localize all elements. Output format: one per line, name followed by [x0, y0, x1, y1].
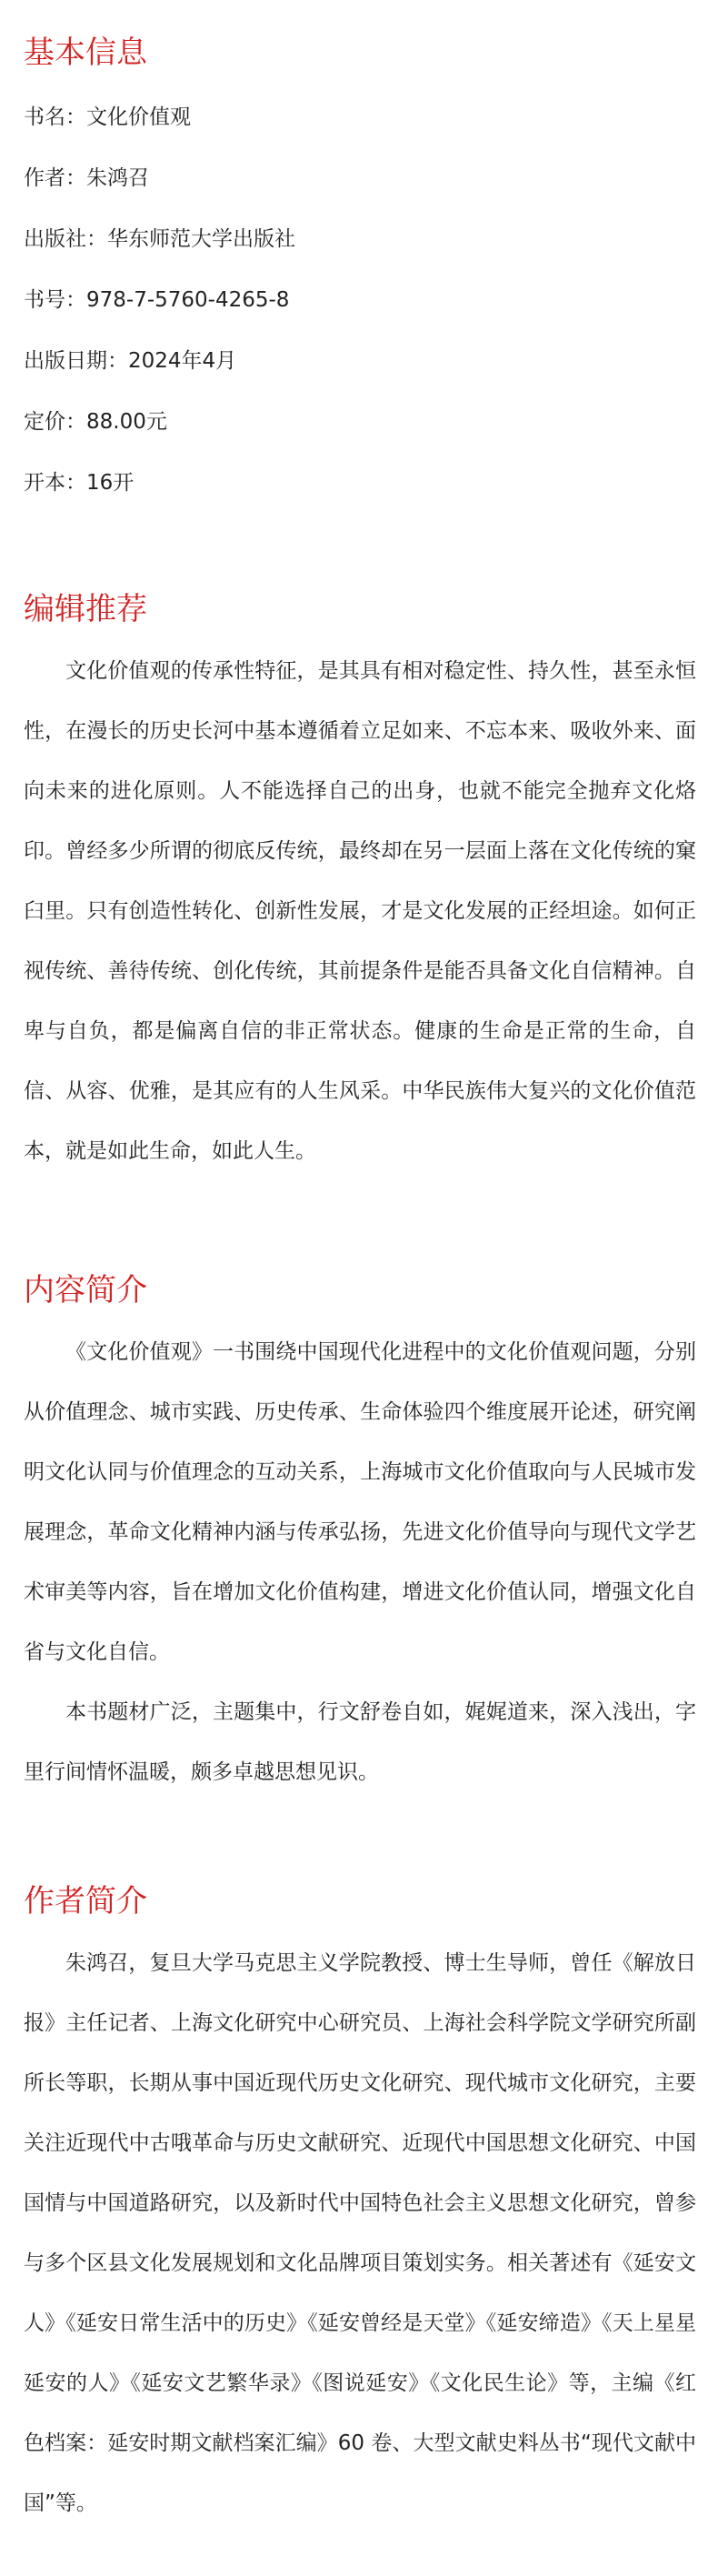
info-publisher: 出版社：华东师范大学出版社: [24, 227, 295, 251]
info-author: 作者：朱鸿召: [24, 166, 149, 190]
editor-recommendation-paragraph: 文化价值观的传承性特征，是其具有相对稳定性、持久性，甚至永恒性，在漫长的历史长河中基本遵循着立足如来、不忘本来、吸收外来、面向未来的进化原则。人不能选择自己的出身，也就不能完全抛弃文化烙印。曾经多少所谓的彻底反传统，最终却在另一层面上落在文化传统的窠臼里。只有创造性转化、创新性发展，才是文化发展的正经坦途。如何正视传统、善待传统、创化传统，其前提条件是能否具备文化自信精神。自卑与自负，都是偏离自信的非正常状态。健康的生命是正常的生命，自信、从容、优雅，是其应有的人生风采。中华民族伟大复兴的文化价值范本，就是如此生命，如此人生。: [24, 659, 696, 1163]
info-format: 开本：16开: [24, 471, 135, 495]
editor-recommendation-heading: 编辑推荐: [24, 591, 147, 627]
info-book-title: 书名：文化价值观: [24, 105, 191, 129]
author-intro-paragraph: 朱鸿召，复旦大学马克思主义学院教授、博士生导师，曾任《解放日报》主任记者、上海文化研究中心研究员、上海社会科学院文学研究所副所长等职，长期从事中国近现代历史文化研究、现代城市文化研究，主要关注近现代中古哦革命与历史文献研究、近现代中国思想文化研究、中国国情与中国道路研究，以及新时代中国特色社会主义思想文化研究，曾参与多个区县文化发展规划和文化品牌项目策划实务。相关著述有《延安文人》《延安日常生活中的历史》《延安曾经是天堂》《延安缔造》《天上星星延安的人》《延安文艺繁华录》《图说延安》《文化民生论》等，主编《红色档案：延安时期文献档案汇编》60 卷、大型文献史料丛书“现代文献中国”等。: [24, 1951, 696, 2515]
content-summary-paragraph-1: 《文化价值观》一书围绕中国现代化进程中的文化价值观问题，分别从价值理念、城市实践、历史传承、生命体验四个维度展开论述，研究阐明文化认同与价值理念的互动关系，上海城市文化价值取向与人民城市发展理念，革命文化精神内涵与传承弘扬，先进文化价值导向与现代文学艺术审美等内容，旨在增加文化价值构建，增进文化价值认同，增强文化自省与文化自信。: [24, 1340, 696, 1664]
info-publish-date: 出版日期：2024年4月: [24, 349, 237, 373]
info-price: 定价：88.00元: [24, 410, 167, 434]
content-summary-heading: 内容简介: [24, 1272, 147, 1308]
author-intro-heading: 作者简介: [24, 1883, 147, 1919]
info-isbn: 书号：978-7-5760-4265-8: [24, 288, 290, 312]
content-summary-paragraph-2: 本书题材广泛，主题集中，行文舒卷自如，娓娓道来，深入浅出，字里行间情怀温暖，颇多卓越思想见识。: [24, 1700, 696, 1784]
basic-info-heading: 基本信息: [24, 35, 147, 71]
